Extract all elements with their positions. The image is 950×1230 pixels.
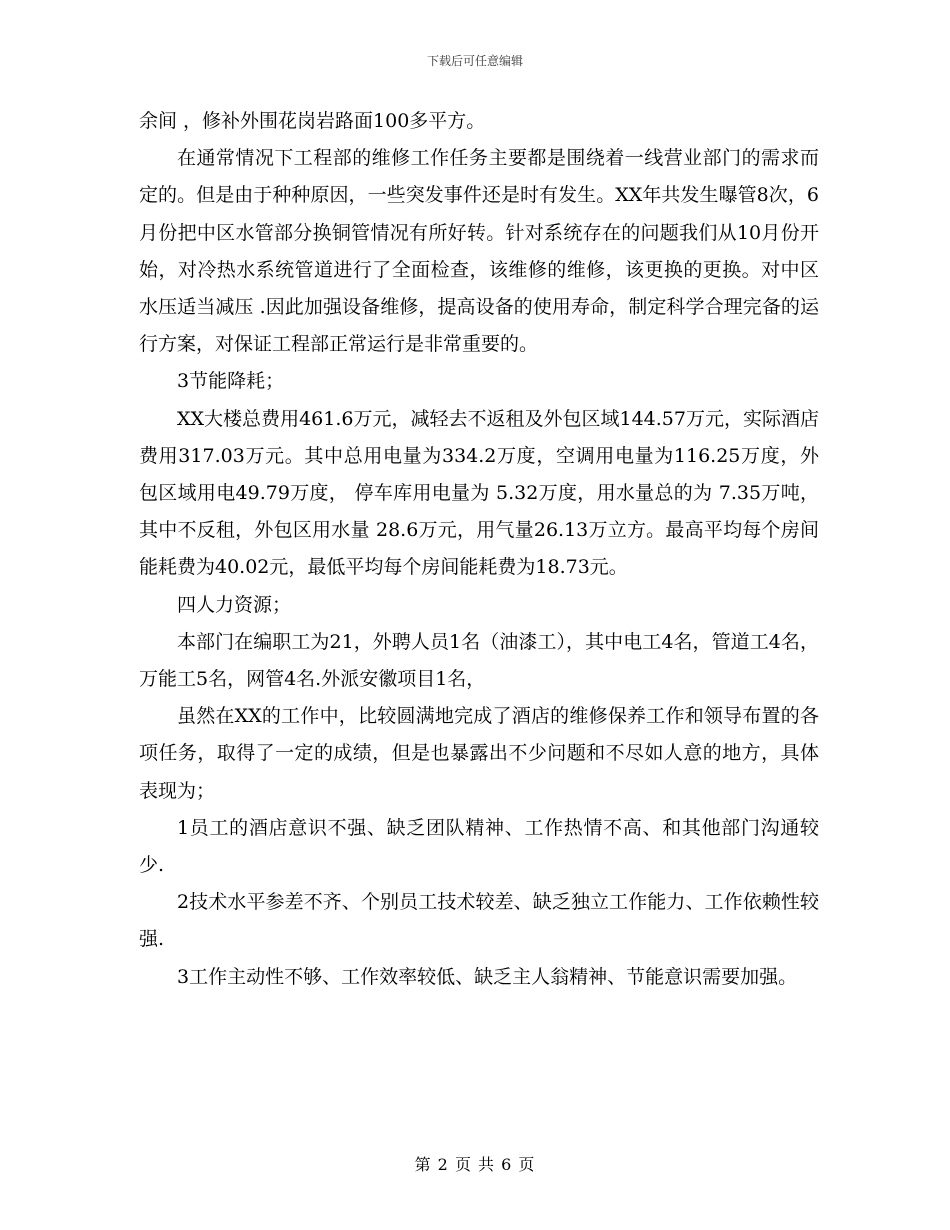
paragraph: 虽然在XX的工作中，比较圆满地完成了酒店的维修保养工作和领导布置的各项任务，取得了一定的成绩，但是也暴露出不少问题和不尽如人意的地方，具体表现为； [139, 705, 819, 802]
page-footer: 第 2 页 共 6 页 [414, 1155, 536, 1174]
document-body [139, 103, 819, 996]
section-heading: 四人力资源； [177, 593, 292, 616]
list-item: 2技术水平参差不齐、个别员工技术较差、缺乏独立工作能力、工作依赖性较强. [139, 891, 819, 951]
paragraph: 在通常情况下工程部的维修工作任务主要都是围绕着一线营业部门的需求而定的。但是由于种种原因，一些突发事件还是时有发生。XX年共发生曝管8次，6月份把中区水管部分换铜管情况有所好转。针对系统存在的问题我们从10月份开始，对冷热水系统管道进行了全面检查，该维修的维修，该更换的更换。对中区水压适当减压 .因此加强设备维修，提高设备的使用寿命，制定科学合理完备的运行方案，对保证工程部正常运行是非常重要的。 [139, 147, 819, 356]
paragraph: 余间 ，修补外围花岗岩路面100多平方。 [139, 110, 486, 132]
list-item: 3工作主动性不够、工作效率较低、缺乏主人翁精神、节能意识需要加强。 [177, 965, 798, 988]
paragraph: 本部门在编职工为21，外聘人员1名（油漆工），其中电工4名，管道工4名，万能工5名，网管4名.外派安徽项目1名， [139, 630, 819, 691]
list-item: 1员工的酒店意识不强、缺乏团队精神、工作热情不高、和其他部门沟通较少. [139, 816, 819, 877]
section-heading: 3节能降耗； [177, 370, 285, 393]
page-header: 下载后可任意编辑 [426, 54, 523, 68]
paragraph: XX大楼总费用461.6万元，减轻去不返租及外包区域144.57万元，实际酒店费用317.03万元。其中总用电量为334.2万度，空调用电量为116.25万度，外包区域用电49.79万度， 停车库用电量为 5.32万度，用水量总的为 7.35万吨，其中不反租，外包区用水量 28.6万元，用气量26.13万立方。最高平均每个房间能耗费为40.02元，最低平均每个房间能耗费为18.73元。 [139, 407, 819, 579]
